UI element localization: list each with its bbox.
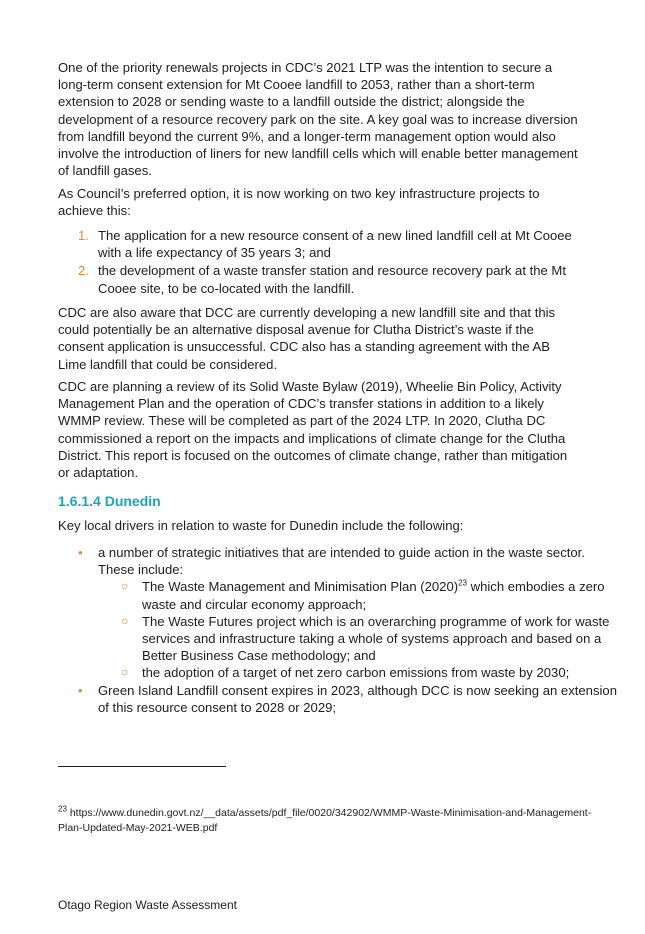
bullet-list [58,544,618,716]
hollow-bullet-icon: ○ [121,613,129,628]
list-item [58,262,598,296]
list-item [58,682,618,716]
list-item [58,544,618,578]
sub-item-text: The Waste Futures project which is an overarching programme of work for waste services and infrastructure taking a whole of systems approach and based on a Better Business Case methodology; and [142,613,610,664]
paragraph-cdc-ltp: One of the priority renewals projects in CDC’s 2021 LTP was the intention to secure a long-term consent extension for Mt Cooee landfill to 2053, rather than a short-term extension to 2028 or sending waste to a landfill outside the district; alongside the development of a resource recovery park on the site. A key goal was to increase diversion from landfill beyond the current 9%, and a longer-term management option would also involve the introduction of liners for new landfill cells which will enable better management of landfill gases. [58,60,578,179]
sub-item-text: which embodies a zero waste and circular economy approach; [142,579,605,612]
sub-item-text: The Waste Management and Minimisation Plan (2020) [142,579,459,595]
footnote-link[interactable]: https://www.dunedin.govt.nz/__data/assets/pdf_file/0020/342902/WMMP-Waste-Minimisation-and-Management-Plan-Updated-May-2021-WEB.pdf [58,807,592,834]
paragraph-dunedin-drivers: Key local drivers in relation to waste for Dunedin include the following: [58,518,464,533]
paragraph-dcc-landfill: CDC are also aware that DCC are currently developing a new landfill site and that this could potentially be an alternative disposal avenue for Clutha District’s waste if the consent application is unsuccessful. CDC also has a standing agreement with the AB Lime landfill that could be considered. [58,305,556,372]
bullet-icon: • [78,545,83,560]
list-item [58,227,598,261]
sub-list-item [58,578,618,612]
paragraph-preferred-option: As Council’s preferred option, it is now working on two key infrastructure projects to achieve this: [58,186,540,219]
footnote-divider [58,766,226,767]
sub-list-item [58,664,618,681]
page-footer: Otago Region Waste Assessment [58,898,237,912]
list-number: 1. [78,228,89,243]
section-heading: 1.6.1.4 Dunedin [58,493,161,509]
list-item-text: a number of strategic initiatives that are intended to guide action in the waste sector. These include: [98,545,585,578]
paragraph-bylaw-review: CDC are planning a review of its Solid Waste Bylaw (2019), Wheelie Bin Policy, Activity Management Plan and the operation of CDC’s transfer stations in addition to a likely WMMP review. These will be completed as part of the 2024 LTP. In 2020, Clutha DC commissioned a report on the impacts and implications of climate change for the Clutha District. This report is focused on the outcomes of climate change, rather than mitigation or adaptation. [58,379,568,481]
list-item-text: The application for a new resource consent of a new lined landfill cell at Mt Cooee with a life expectancy of 35 years 3; and [98,228,572,261]
sub-list-item [58,613,618,665]
footnote-reference[interactable]: 23 [458,579,468,589]
numbered-list [58,227,598,298]
list-item-text: the development of a waste transfer station and resource recovery park at the Mt Cooee site, to be co-located with the landfill. [98,263,566,296]
hollow-bullet-icon: ○ [121,665,129,680]
list-item-text: Green Island Landfill consent expires in 2023, although DCC is now seeking an extension of this resource consent to 2028 or 2029; [98,682,617,715]
sub-item-text: the adoption of a target of net zero carbon emissions from waste by 2030; [142,665,570,681]
bullet-icon: • [78,682,83,698]
footnote-number: 23 [58,804,67,814]
hollow-bullet-icon: ○ [121,579,129,594]
footnote [58,806,598,836]
list-number: 2. [78,263,89,279]
